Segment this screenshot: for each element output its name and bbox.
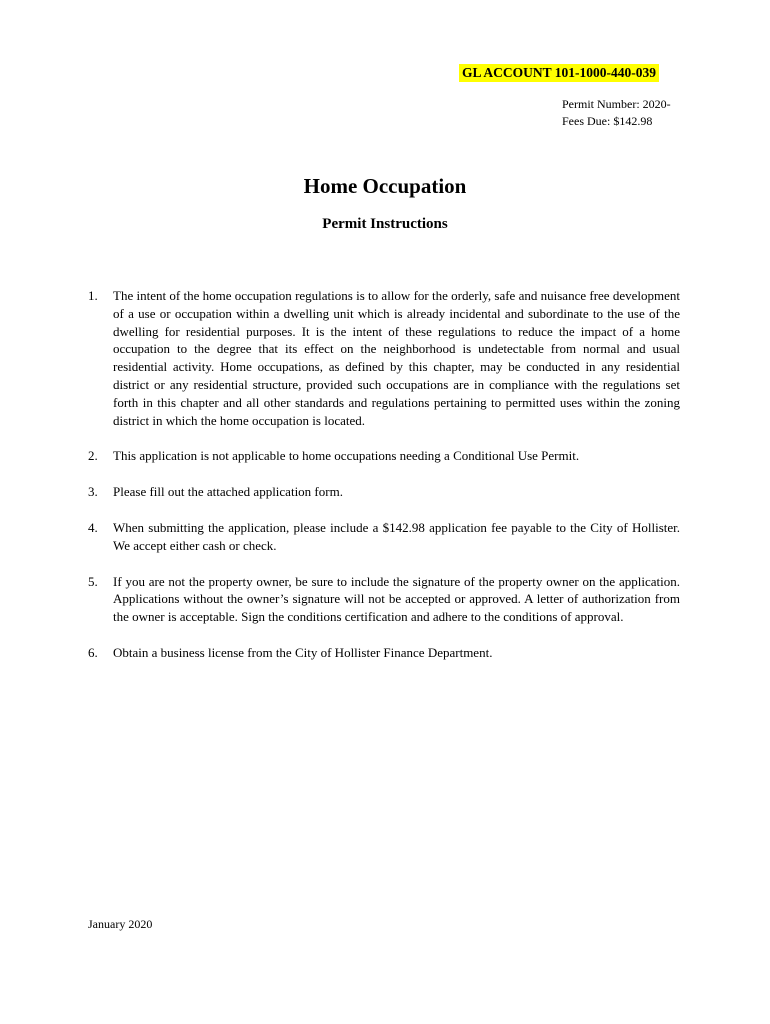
list-item-number: 1. — [88, 288, 98, 303]
list-item-number: 4. — [88, 519, 98, 535]
list-item — [88, 287, 680, 429]
list-item-number: 6. — [88, 644, 98, 660]
list-item — [88, 483, 680, 501]
page-title: Home Occupation — [303, 174, 467, 198]
footer-date: January 2020 — [88, 917, 153, 931]
list-item-text: The intent of the home occupation regulations is to allow for the orderly, safe and nuisance free development of a use or occupation within a dwelling unit which is already incidental and subordinate to the use of the dwelling for residential purposes. It is the intent of these regulations to reduce the impact of a home occupation to the degree that its effect on the neighborhood is undetectable from normal and usual residential activity. Home occupations, as defined by this chapter, may be conducted in any residential district or any residential structure, provided such occupations are in compliance with the regulations set forth in this chapter and all other standards and regulations pertaining to permitted uses within the zoning district in which the home occupation is located. — [113, 288, 680, 428]
permit-meta — [562, 96, 671, 130]
list-item-number: 3. — [88, 484, 98, 500]
permit-number: Permit Number: 2020- — [562, 97, 671, 111]
list-item-text: When submitting the application, please include a $142.98 application fee payable to the City of Hollister. We accept either cash or check. — [113, 519, 680, 553]
list-item-text: Obtain a business license from the City of Hollister Finance Department. — [113, 644, 493, 660]
gl-account-number: GL ACCOUNT 101-1000-440-039 — [459, 64, 659, 82]
instructions-list — [88, 287, 680, 680]
list-item — [88, 644, 680, 662]
fees-due: Fees Due: $142.98 — [562, 114, 653, 128]
list-item-text: Please fill out the attached application form. — [113, 484, 343, 500]
page-subtitle: Permit Instructions — [322, 216, 448, 232]
list-item — [88, 573, 680, 626]
list-item-text: This application is not applicable to home occupations needing a Conditional Use Permit. — [113, 448, 580, 464]
list-item — [88, 519, 680, 555]
list-item-number: 5. — [88, 573, 98, 589]
list-item — [88, 447, 680, 465]
list-item-number: 2. — [88, 448, 98, 464]
list-item-text: If you are not the property owner, be sure to include the signature of the property owner on the application. Applications without the owner’s signature will not be accepted or approved. A letter of authorization from the owner is acceptable. Sign the conditions certification and adhere to the conditions of approval. — [113, 573, 680, 625]
